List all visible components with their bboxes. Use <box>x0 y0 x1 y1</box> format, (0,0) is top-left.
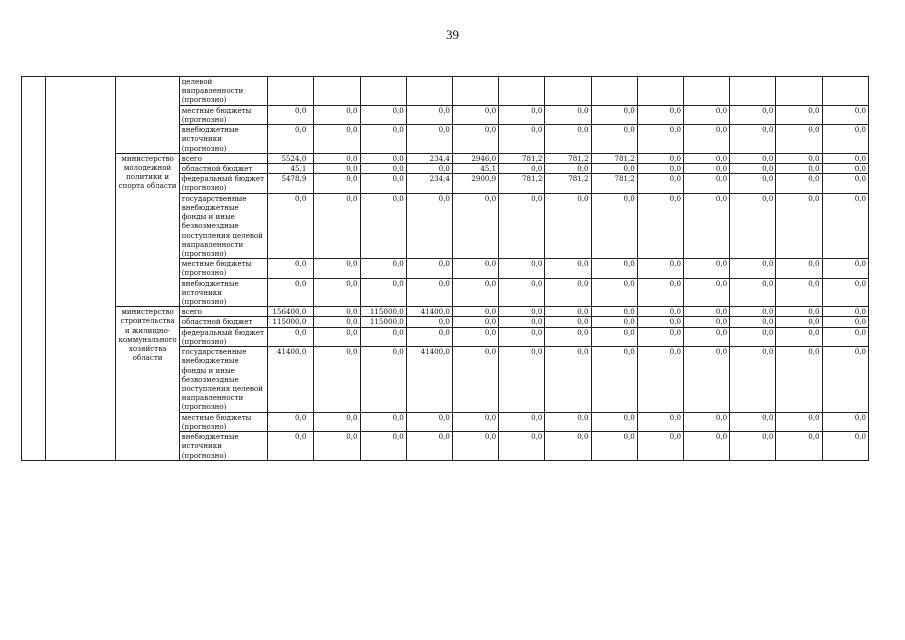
value-cell: 0,0 <box>452 347 498 413</box>
value-cell: 781,2 <box>499 174 545 193</box>
value-cell: 0,0 <box>314 193 360 259</box>
funding-source: целевой направленности (прогнозно) <box>179 77 267 106</box>
value-cell: 0,0 <box>683 412 729 431</box>
funding-source: областной бюджет <box>179 317 267 327</box>
value-cell: 115000,0 <box>268 317 314 327</box>
value-cell: 0,0 <box>314 153 360 163</box>
funding-source: местные бюджеты (прогнозно) <box>179 105 267 124</box>
value-cell: 0,0 <box>545 278 591 307</box>
value-cell: 45,1 <box>452 163 498 173</box>
value-cell: 0,0 <box>545 432 591 461</box>
value-cell: 0,0 <box>822 163 868 173</box>
value-cell: 0,0 <box>776 193 822 259</box>
value-cell: 41400,0 <box>406 307 452 317</box>
value-cell: 0,0 <box>591 432 637 461</box>
value-cell: 0,0 <box>776 432 822 461</box>
value-cell <box>591 77 637 106</box>
value-cell: 5524,0 <box>268 153 314 163</box>
value-cell: 0,0 <box>360 105 406 124</box>
value-cell: 0,0 <box>776 278 822 307</box>
value-cell: 0,0 <box>730 347 776 413</box>
value-cell: 45,1 <box>268 163 314 173</box>
value-cell: 0,0 <box>730 193 776 259</box>
value-cell: 0,0 <box>730 125 776 154</box>
value-cell: 0,0 <box>591 163 637 173</box>
value-cell: 781,2 <box>545 174 591 193</box>
value-cell: 234,4 <box>406 153 452 163</box>
value-cell: 0,0 <box>591 125 637 154</box>
value-cell: 115000,0 <box>360 317 406 327</box>
value-cell: 0,0 <box>360 193 406 259</box>
value-cell: 0,0 <box>683 125 729 154</box>
value-cell: 0,0 <box>314 163 360 173</box>
value-cell: 0,0 <box>499 327 545 346</box>
value-cell: 0,0 <box>637 327 683 346</box>
value-cell: 0,0 <box>360 432 406 461</box>
funding-source: всего <box>179 153 267 163</box>
value-cell: 0,0 <box>545 307 591 317</box>
value-cell: 0,0 <box>314 174 360 193</box>
value-cell: 5478,9 <box>268 174 314 193</box>
value-cell: 0,0 <box>822 153 868 163</box>
value-cell: 0,0 <box>776 163 822 173</box>
value-cell: 0,0 <box>268 327 314 346</box>
value-cell: 0,0 <box>452 125 498 154</box>
value-cell: 0,0 <box>268 412 314 431</box>
value-cell: 0,0 <box>452 193 498 259</box>
value-cell: 0,0 <box>314 125 360 154</box>
value-cell: 0,0 <box>776 327 822 346</box>
value-cell: 0,0 <box>499 125 545 154</box>
value-cell: 41400,0 <box>268 347 314 413</box>
value-cell: 0,0 <box>637 163 683 173</box>
value-cell <box>452 77 498 106</box>
value-cell: 0,0 <box>822 259 868 278</box>
value-cell: 0,0 <box>730 412 776 431</box>
value-cell: 0,0 <box>545 163 591 173</box>
value-cell: 0,0 <box>268 432 314 461</box>
value-cell: 0,0 <box>683 105 729 124</box>
value-cell <box>406 77 452 106</box>
value-cell: 0,0 <box>776 347 822 413</box>
value-cell: 0,0 <box>545 412 591 431</box>
value-cell: 0,0 <box>499 193 545 259</box>
value-cell: 2900,9 <box>452 174 498 193</box>
value-cell: 0,0 <box>683 432 729 461</box>
value-cell: 0,0 <box>452 327 498 346</box>
value-cell: 0,0 <box>360 153 406 163</box>
value-cell: 0,0 <box>360 327 406 346</box>
value-cell: 0,0 <box>499 163 545 173</box>
value-cell: 0,0 <box>314 278 360 307</box>
value-cell: 0,0 <box>499 432 545 461</box>
value-cell: 0,0 <box>545 105 591 124</box>
value-cell: 0,0 <box>776 259 822 278</box>
value-cell: 0,0 <box>776 125 822 154</box>
value-cell: 0,0 <box>683 153 729 163</box>
value-cell: 234,4 <box>406 174 452 193</box>
value-cell: 0,0 <box>360 412 406 431</box>
table-row <box>22 307 869 317</box>
value-cell: 41400,0 <box>406 347 452 413</box>
value-cell: 0,0 <box>683 327 729 346</box>
value-cell: 0,0 <box>406 327 452 346</box>
value-cell <box>776 77 822 106</box>
value-cell: 0,0 <box>360 125 406 154</box>
value-cell: 0,0 <box>545 125 591 154</box>
value-cell: 0,0 <box>406 432 452 461</box>
value-cell: 0,0 <box>637 174 683 193</box>
value-cell: 0,0 <box>360 347 406 413</box>
value-cell: 0,0 <box>637 317 683 327</box>
responsible-organization: министерство молодежной политики и спорта области <box>116 153 179 307</box>
value-cell <box>314 77 360 106</box>
value-cell: 0,0 <box>268 125 314 154</box>
value-cell: 0,0 <box>452 105 498 124</box>
value-cell: 781,2 <box>545 153 591 163</box>
value-cell: 0,0 <box>406 105 452 124</box>
value-cell: 0,0 <box>452 317 498 327</box>
value-cell: 0,0 <box>360 174 406 193</box>
funding-source: местные бюджеты (прогнозно) <box>179 259 267 278</box>
value-cell: 0,0 <box>314 327 360 346</box>
value-cell: 0,0 <box>591 193 637 259</box>
value-cell: 0,0 <box>730 278 776 307</box>
value-cell: 0,0 <box>406 317 452 327</box>
value-cell: 0,0 <box>637 153 683 163</box>
value-cell: 0,0 <box>314 307 360 317</box>
value-cell: 0,0 <box>591 317 637 327</box>
value-cell <box>545 77 591 106</box>
value-cell: 0,0 <box>637 193 683 259</box>
value-cell: 781,2 <box>499 153 545 163</box>
value-cell: 0,0 <box>730 307 776 317</box>
value-cell: 0,0 <box>637 105 683 124</box>
value-cell: 0,0 <box>591 278 637 307</box>
value-cell <box>730 77 776 106</box>
value-cell: 0,0 <box>637 412 683 431</box>
value-cell: 0,0 <box>314 259 360 278</box>
value-cell: 0,0 <box>314 105 360 124</box>
funding-source: федеральный бюджет (прогнозно) <box>179 327 267 346</box>
value-cell: 0,0 <box>822 193 868 259</box>
value-cell: 0,0 <box>683 317 729 327</box>
value-cell: 0,0 <box>822 412 868 431</box>
value-cell: 0,0 <box>314 347 360 413</box>
value-cell: 0,0 <box>822 278 868 307</box>
value-cell: 0,0 <box>268 278 314 307</box>
value-cell: 0,0 <box>776 307 822 317</box>
value-cell: 115000,0 <box>360 307 406 317</box>
value-cell: 0,0 <box>683 307 729 317</box>
value-cell <box>683 77 729 106</box>
value-cell: 0,0 <box>591 307 637 317</box>
value-cell: 0,0 <box>545 259 591 278</box>
table-cell-index <box>22 77 46 461</box>
value-cell: 0,0 <box>822 432 868 461</box>
value-cell: 0,0 <box>452 278 498 307</box>
value-cell: 0,0 <box>776 412 822 431</box>
value-cell: 0,0 <box>314 412 360 431</box>
value-cell: 0,0 <box>822 347 868 413</box>
value-cell: 0,0 <box>822 307 868 317</box>
value-cell: 0,0 <box>591 327 637 346</box>
value-cell: 0,0 <box>452 307 498 317</box>
value-cell: 0,0 <box>499 259 545 278</box>
value-cell: 0,0 <box>683 174 729 193</box>
value-cell: 0,0 <box>822 174 868 193</box>
value-cell: 0,0 <box>360 259 406 278</box>
funding-source: федеральный бюджет (прогнозно) <box>179 174 267 193</box>
value-cell <box>822 77 868 106</box>
value-cell: 0,0 <box>406 278 452 307</box>
value-cell: 0,0 <box>360 278 406 307</box>
value-cell: 0,0 <box>730 317 776 327</box>
value-cell: 0,0 <box>730 163 776 173</box>
value-cell: 0,0 <box>268 259 314 278</box>
value-cell: 2946,0 <box>452 153 498 163</box>
table-cell-event <box>46 77 116 461</box>
value-cell: 0,0 <box>406 193 452 259</box>
value-cell: 0,0 <box>730 105 776 124</box>
value-cell: 781,2 <box>591 174 637 193</box>
value-cell <box>268 77 314 106</box>
value-cell: 0,0 <box>406 125 452 154</box>
value-cell: 0,0 <box>268 193 314 259</box>
value-cell: 0,0 <box>683 347 729 413</box>
funding-source: местные бюджеты (прогнозно) <box>179 412 267 431</box>
value-cell <box>499 77 545 106</box>
value-cell: 0,0 <box>452 412 498 431</box>
value-cell: 0,0 <box>637 347 683 413</box>
value-cell: 0,0 <box>637 432 683 461</box>
responsible-organization: министерство строительства и жилищно-коммунального хозяйства области <box>116 307 179 461</box>
value-cell: 0,0 <box>406 259 452 278</box>
value-cell: 0,0 <box>545 327 591 346</box>
value-cell: 0,0 <box>776 174 822 193</box>
value-cell: 0,0 <box>452 432 498 461</box>
value-cell: 0,0 <box>452 259 498 278</box>
value-cell: 0,0 <box>730 327 776 346</box>
value-cell: 0,0 <box>545 193 591 259</box>
value-cell: 0,0 <box>776 105 822 124</box>
funding-source: областной бюджет <box>179 163 267 173</box>
value-cell: 0,0 <box>499 317 545 327</box>
value-cell: 0,0 <box>499 347 545 413</box>
value-cell: 156400,0 <box>268 307 314 317</box>
value-cell <box>360 77 406 106</box>
funding-source: всего <box>179 307 267 317</box>
value-cell: 0,0 <box>683 193 729 259</box>
page-number: 39 <box>446 27 459 42</box>
value-cell: 0,0 <box>591 412 637 431</box>
value-cell: 0,0 <box>637 125 683 154</box>
funding-source: государственные внебюджетные фонды и иные безвозмездные поступления целевой направленности (прогнозно) <box>179 193 267 259</box>
value-cell: 0,0 <box>268 105 314 124</box>
value-cell: 781,2 <box>591 153 637 163</box>
value-cell: 0,0 <box>637 307 683 317</box>
funding-source: внебюджетные источники (прогнозно) <box>179 278 267 307</box>
value-cell: 0,0 <box>406 163 452 173</box>
funding-source: внебюджетные источники (прогнозно) <box>179 432 267 461</box>
value-cell: 0,0 <box>591 105 637 124</box>
value-cell <box>637 77 683 106</box>
value-cell: 0,0 <box>730 153 776 163</box>
responsible-organization <box>116 77 179 154</box>
value-cell: 0,0 <box>637 259 683 278</box>
value-cell: 0,0 <box>314 317 360 327</box>
funding-source: государственные внебюджетные фонды и иные безвозмездные поступления целевой направленности (прогнозно) <box>179 347 267 413</box>
table-row <box>22 153 869 163</box>
value-cell: 0,0 <box>360 163 406 173</box>
value-cell: 0,0 <box>591 259 637 278</box>
value-cell: 0,0 <box>637 278 683 307</box>
value-cell: 0,0 <box>314 432 360 461</box>
value-cell: 0,0 <box>499 105 545 124</box>
budget-table <box>21 76 869 461</box>
value-cell: 0,0 <box>822 317 868 327</box>
value-cell: 0,0 <box>776 153 822 163</box>
value-cell: 0,0 <box>683 278 729 307</box>
value-cell: 0,0 <box>683 259 729 278</box>
value-cell: 0,0 <box>730 259 776 278</box>
value-cell: 0,0 <box>499 278 545 307</box>
value-cell: 0,0 <box>406 412 452 431</box>
value-cell: 0,0 <box>545 347 591 413</box>
value-cell: 0,0 <box>776 317 822 327</box>
table-row <box>22 77 869 106</box>
value-cell: 0,0 <box>730 174 776 193</box>
value-cell: 0,0 <box>822 105 868 124</box>
value-cell: 0,0 <box>683 163 729 173</box>
value-cell: 0,0 <box>822 125 868 154</box>
value-cell: 0,0 <box>591 347 637 413</box>
value-cell: 0,0 <box>499 307 545 317</box>
value-cell: 0,0 <box>730 432 776 461</box>
funding-source: внебюджетные источники (прогнозно) <box>179 125 267 154</box>
value-cell: 0,0 <box>545 317 591 327</box>
value-cell: 0,0 <box>822 327 868 346</box>
value-cell: 0,0 <box>499 412 545 431</box>
